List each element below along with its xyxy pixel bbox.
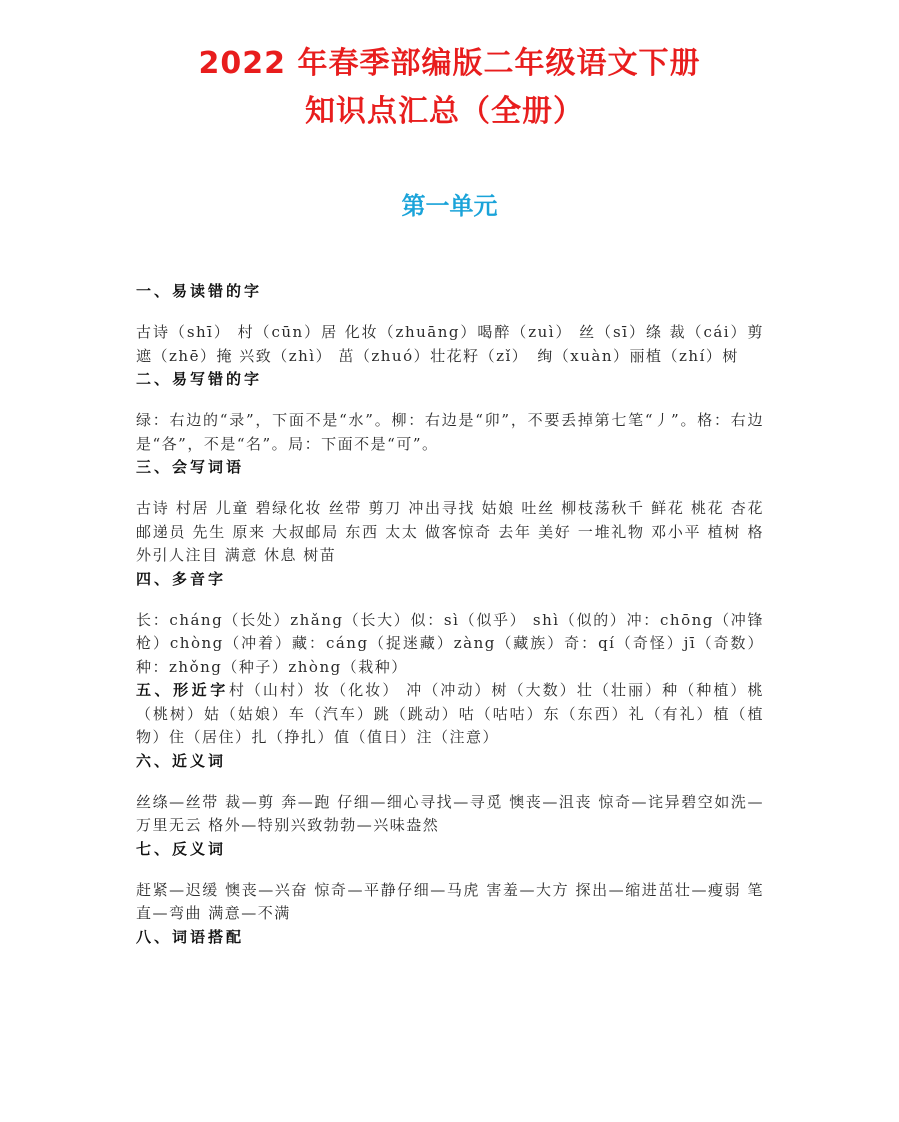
section-text-writing-words: 古诗 村居 儿童 碧绿化妆 丝带 剪刀 冲出寻找 姑娘 吐丝 柳枝荡秋千 鲜花 桃花 杏花邮递员 先生 原来 大叔邮局 东西 太太 做客惊奇 去年 美好 一堆礼物 邓小平 植树 格外引人注目 满意 休息 树苗	[136, 499, 764, 564]
section-heading-similar-characters: 五、形近字	[136, 681, 229, 699]
section-heading-easy-to-miswrite: 二、易写错的字	[136, 370, 263, 388]
document-title-line1: 2022 年春季部编版二年级语文下册	[198, 46, 701, 81]
section-similar-characters	[136, 679, 764, 750]
section-text-easy-to-miswrite: 绿：右边的“录”，下面不是“水”。柳：右边是“卯”，不要丢掉第七笔“丿”。格：右边是“各”，不是“名”。局：下面不是“可”。	[136, 411, 764, 453]
section-heading-writing-words: 三、会写词语	[136, 458, 245, 476]
section-text-easy-to-misread: 古诗（shī） 村（cūn）居 化妆（zhuāng）喝醉（zuì） 丝（sī）绦 裁（cái）剪遮（zhē）掩 兴致（zhì） 茁（zhuó）壮花籽（zǐ） 绚（xuàn）丽植（zhí）树	[136, 323, 764, 365]
section-text-antonyms: 赶紧—迟缓 懊丧—兴奋 惊奇—平静仔细—马虎 害羞—大方 探出—缩进茁壮—瘦弱 笔直—弯曲 满意—不满	[136, 880, 764, 922]
section-heading-polyphonic-characters: 四、多音字	[136, 569, 227, 588]
document-title-line2: 知识点汇总（全册）	[305, 94, 584, 129]
section-heading-easy-to-misread: 一、易读错的字	[136, 282, 263, 300]
section-text-polyphonic-characters: 长：cháng（长处）zhǎng（长大）似：sì（似乎） shì（似的）冲：chōng（冲锋枪）chòng（冲着）藏：cáng（捉迷藏）zàng（藏族）奇：qí（奇怪）jī（奇数）种：zhǒng（种子）zhòng（栽种）	[136, 610, 764, 676]
section-heading-antonyms: 七、反义词	[136, 839, 227, 858]
unit-title: 第一单元	[401, 192, 498, 220]
section-heading-word-collocation: 八、词语搭配	[136, 927, 245, 946]
section-heading-synonyms: 六、近义词	[136, 751, 227, 770]
section-text-synonyms: 丝绦—丝带 裁—剪 奔—跑 仔细—细心寻找—寻觅 懊丧—沮丧 惊奇—诧异碧空如洗—万里无云 格外—特别兴致勃勃—兴味盎然	[136, 792, 764, 834]
document-body	[136, 280, 764, 949]
section-text-similar-characters: 村（山村）妆（化妆） 冲（冲动）树（大数）壮（壮丽）种（种植）桃（桃树）姑（姑娘）车（汽车）跳（跳动）咕（咕咕）东（东西）礼（有礼）植（植物）住（居住）扎（挣扎）值（值日）注（注意）	[136, 681, 764, 746]
